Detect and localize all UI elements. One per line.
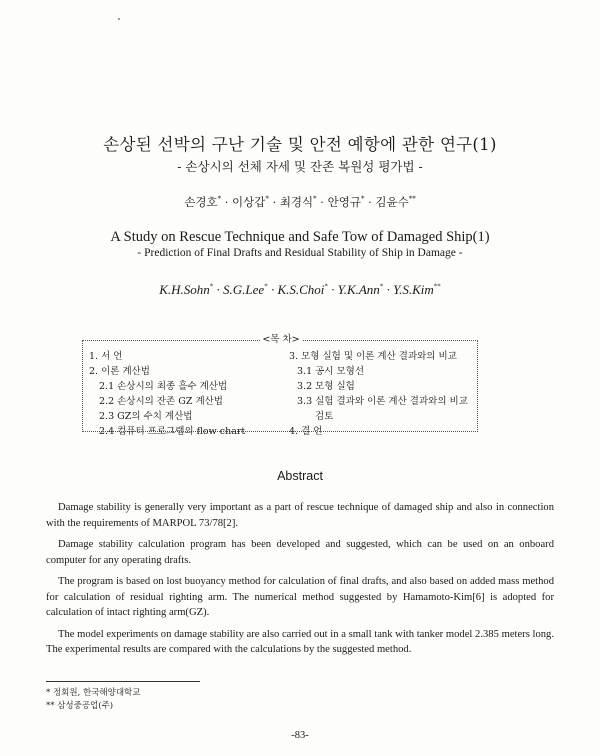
toc-entry: 2.4 컴퓨터 프로그램의 flow chart — [99, 426, 246, 437]
author-affiliation-mark: * — [265, 195, 269, 204]
author-separator: · — [221, 195, 233, 209]
toc-entry: 2. 이론 계산법 — [89, 366, 150, 377]
toc-entry: 4. 결 언 — [289, 426, 323, 437]
author-name: Y.S.Kim — [393, 282, 434, 297]
toc-entry: 2.1 손상시의 최종 흘수 계산법 — [99, 381, 228, 392]
toc-right-column — [289, 349, 479, 439]
author-affiliation-mark: * — [360, 195, 365, 204]
author-separator: · — [383, 282, 394, 297]
footnote-2 — [46, 699, 113, 711]
toc-entry: 3.1 공시 모형선 — [297, 366, 365, 377]
abstract-paragraph: Damage stability is generally very important as a part of rescue technique of damaged ship and also in connection with the requirements of MARPOL 73/78[2]. — [46, 502, 554, 529]
toc-entry: 2.2 손상시의 잔존 GZ 계산법 — [99, 396, 223, 407]
author-name: K.S.Choi — [277, 282, 325, 297]
author-separator: · — [364, 195, 376, 209]
scan-speck — [118, 18, 120, 20]
footnote-mark: * — [46, 688, 51, 698]
korean-authors — [0, 194, 600, 210]
toc-left-column — [89, 349, 289, 439]
author-name: 손경호 — [184, 195, 218, 209]
author-separator: · — [268, 195, 280, 209]
toc-entry: 검토 — [315, 411, 334, 422]
english-title: A Study on Rescue Technique and Safe Tow of Damaged Ship(1) — [110, 229, 490, 245]
page-number: -83- — [291, 730, 309, 741]
author-separator: · — [327, 282, 338, 297]
footnote-text: 삼성중공업(주) — [57, 701, 114, 711]
toc-entry: 1. 서 언 — [89, 351, 123, 362]
author-affiliation-mark: * — [313, 195, 317, 204]
toc-entry: 3.2 모형 실험 — [297, 381, 355, 392]
footnote-divider — [46, 681, 200, 682]
abstract-body — [46, 500, 554, 664]
toc-entry: 3. 모형 실험 및 이론 계산 결과와의 비교 — [289, 351, 457, 362]
author-name: 최경식 — [279, 195, 314, 209]
english-subtitle: - Prediction of Final Drafts and Residual Stability of Ship in Damage - — [137, 247, 463, 259]
author-affiliation-mark: ** — [433, 282, 441, 291]
author-affiliation-mark: * — [209, 282, 214, 291]
author-affiliation-mark: * — [217, 195, 222, 204]
author-separator: · — [213, 282, 224, 297]
abstract-paragraph: Damage stability calculation program has been developed and suggested, which can be used on an onboard computer for any operating drafts. — [46, 539, 554, 566]
korean-title: 손상된 선박의 구난 기술 및 안전 예항에 관한 연구(1) — [103, 135, 497, 154]
author-name: 안영규 — [327, 195, 361, 209]
author-affiliation-mark: * — [379, 282, 384, 291]
author-separator: · — [267, 282, 278, 297]
author-affiliation-mark: * — [324, 282, 328, 291]
footnote-mark: ** — [46, 701, 55, 711]
abstract-paragraph: The model experiments on damage stability are also carried out in a small tank with tanker model 2.385 meters long. The experimental results are compared with the calculations by the suggested method. — [46, 628, 554, 655]
author-affiliation-mark: ** — [408, 195, 416, 204]
author-name: Y.K.Ann — [337, 282, 380, 297]
author-separator: · — [316, 195, 328, 209]
author-name: 이상갑 — [232, 195, 266, 209]
korean-subtitle: - 손상시의 선체 자세 및 잔존 복원성 평가법 - — [177, 159, 423, 174]
author-name: S.G.Lee — [223, 282, 265, 297]
toc-heading — [83, 332, 479, 347]
abstract-title: Abstract — [277, 469, 323, 483]
author-name: K.H.Sohn — [159, 282, 210, 297]
toc-entry: 3.3 실험 결과와 이론 계산 결과와의 비교 — [297, 396, 468, 407]
author-name: 김윤수 — [375, 195, 409, 209]
toc-heading-text: <목 차> — [262, 334, 300, 345]
author-affiliation-mark: * — [264, 282, 268, 291]
table-of-contents — [82, 334, 478, 437]
footnote-1 — [46, 686, 140, 698]
footnote-text: 정회원, 한국해양대학교 — [52, 688, 141, 698]
toc-entry: 2.3 GZ의 수치 계산법 — [99, 411, 193, 422]
abstract-paragraph: The program is based on lost buoyancy method for calculation of final drafts, and also based on added mass method for calculation of residual righting arm. The numerical method suggested by Hamamoto-Kim[6] is adopted for calculation of intact righting arm(GZ). — [46, 576, 554, 618]
english-authors — [0, 282, 600, 298]
